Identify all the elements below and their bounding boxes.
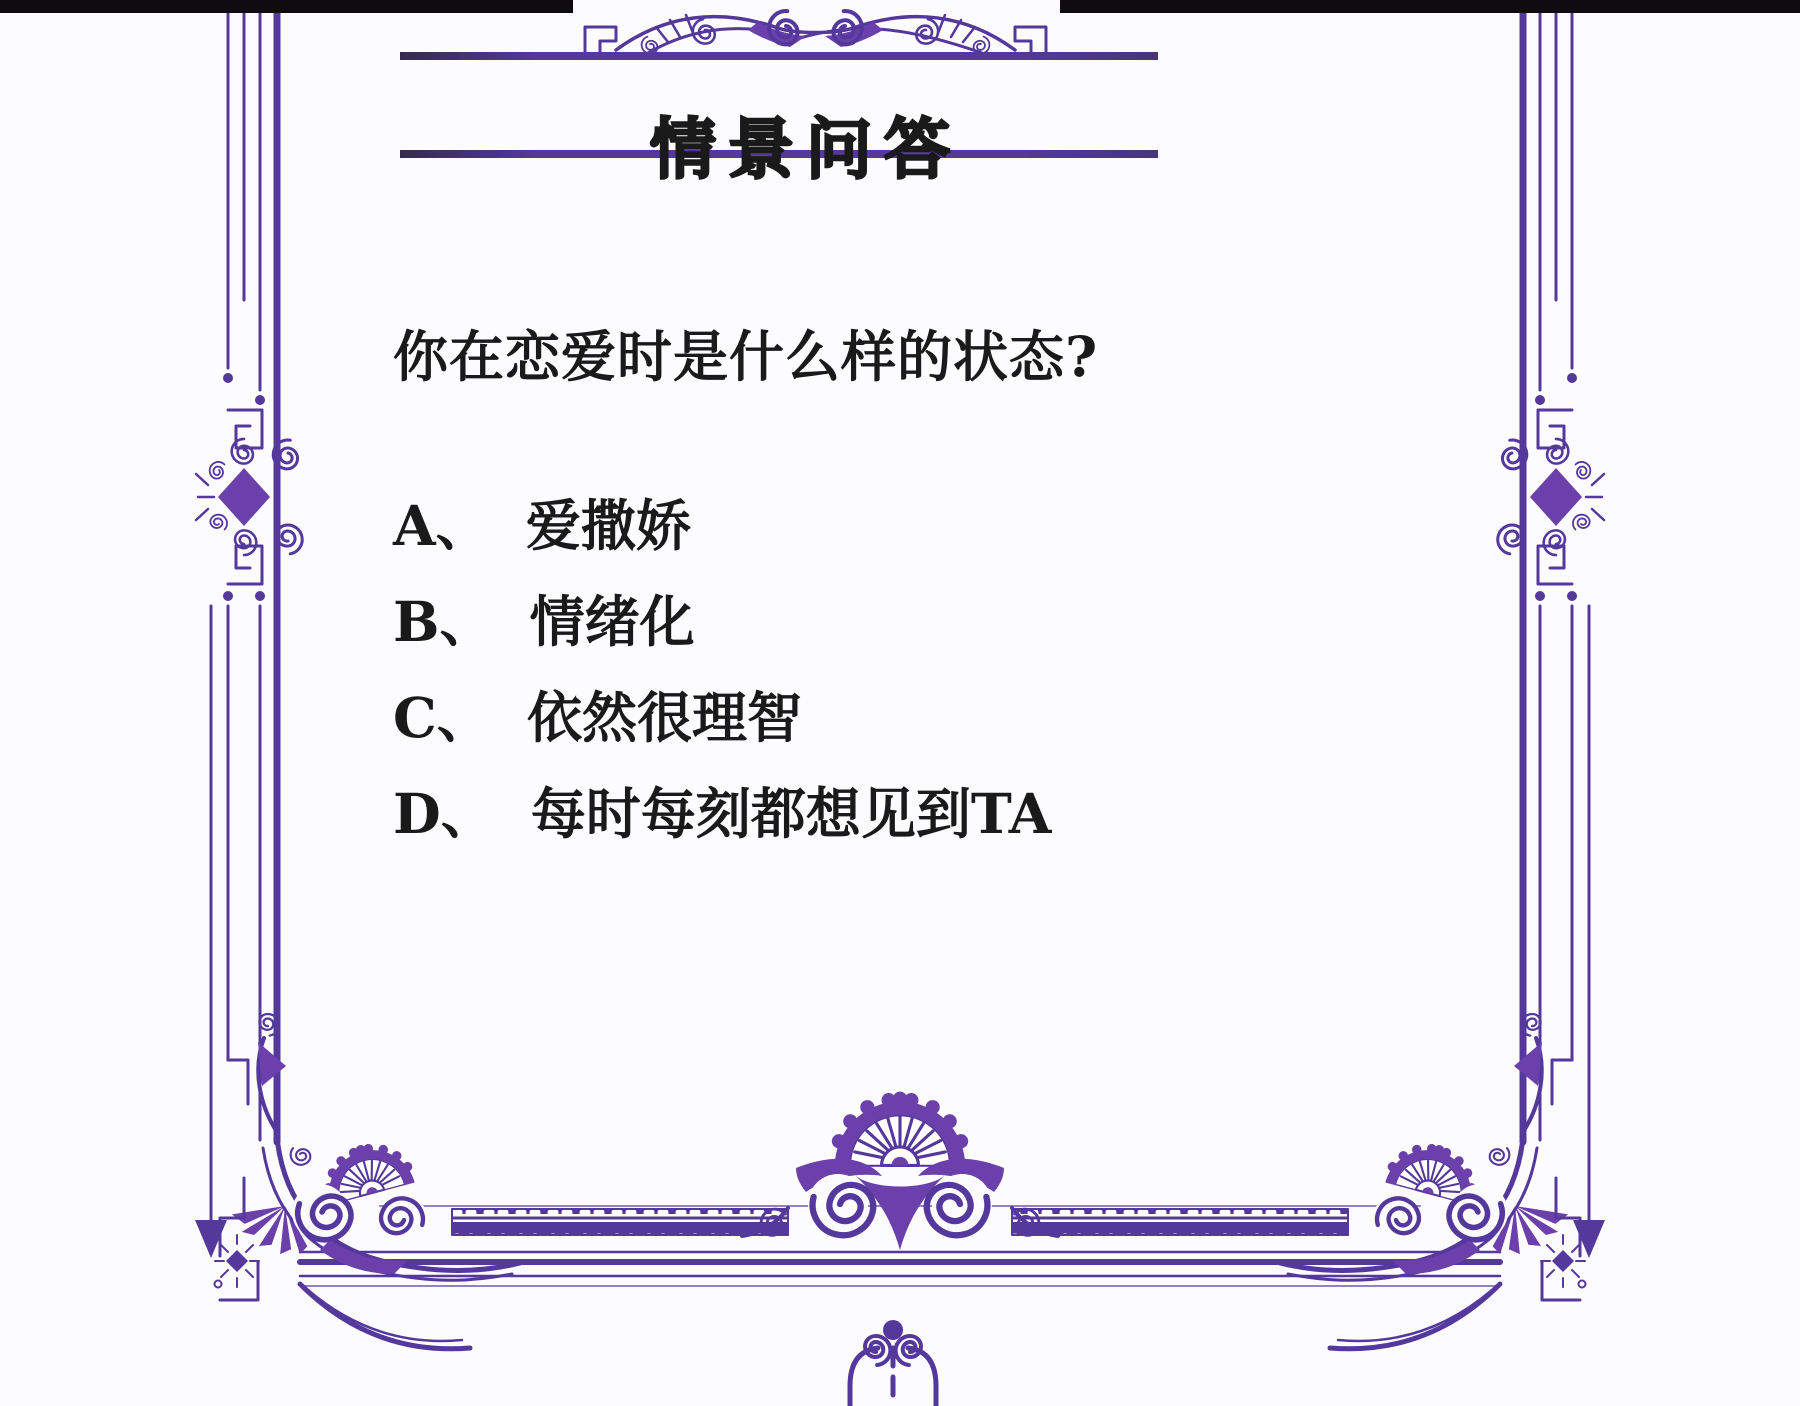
scallop-band <box>1012 1209 1348 1235</box>
option-text: 情绪化 <box>529 589 695 654</box>
option-row <box>393 493 1051 558</box>
corner-ornament-left <box>220 1012 520 1349</box>
option-label: B、 <box>393 589 495 654</box>
side-border-right <box>1495 0 1605 1288</box>
page-title: 情景问答 <box>650 111 962 189</box>
option-row <box>393 589 1051 654</box>
side-border-left <box>195 0 305 1288</box>
option-text: 依然很理智 <box>526 685 802 750</box>
option-label: A、 <box>393 493 491 558</box>
option-row <box>393 781 1052 846</box>
option-text: 爱撒娇 <box>525 493 691 558</box>
scroll-finial-ornament <box>850 1320 936 1406</box>
options-list <box>393 493 1052 846</box>
center-fan-ornament <box>742 1092 1058 1250</box>
option-label: D、 <box>393 781 496 846</box>
scallop-band <box>452 1209 788 1235</box>
question-text: 你在恋爱时是什么样的状态? <box>393 324 1099 389</box>
option-row <box>393 685 1051 750</box>
divider-top <box>400 52 1158 60</box>
option-text: 每时每刻都想见到TA <box>530 781 1052 846</box>
corner-ornament-right <box>1280 1012 1580 1349</box>
option-label: C、 <box>393 685 492 750</box>
